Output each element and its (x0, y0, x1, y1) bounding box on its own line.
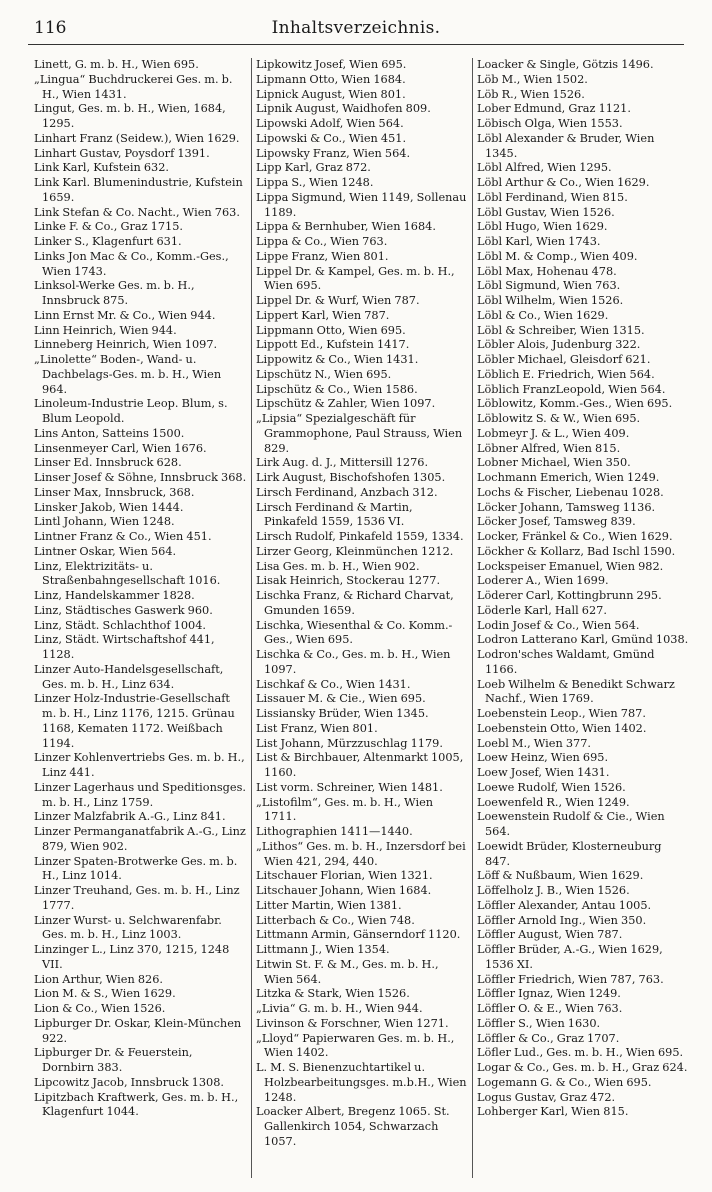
index-entry: List vorm. Schreiner, Wien 1481. (256, 780, 443, 794)
index-entry: Lipowsky Franz, Wien 564. (256, 146, 411, 160)
index-entry: Lischka Franz, & Richard Charvat, Gmunden 1659. (256, 589, 454, 617)
index-entry: Loewenfeld R., Wien 1249. (477, 795, 630, 809)
index-entry: Lippel Dr. & Kampel, Ges. m. b. H., Wien 695. (256, 264, 455, 293)
index-column-3 (472, 58, 693, 1178)
index-entry: Löffler O. & E., Wien 763. (477, 1002, 623, 1015)
index-entry: Löbl & Co., Wien 1629. (477, 308, 609, 322)
index-entry: Linn Heinrich, Wien 944. (34, 323, 177, 337)
index-entry: Linser Max, Innsbruck, 368. (34, 485, 195, 499)
index-entry: Löblich E. Friedrich, Wien 564. (477, 367, 655, 381)
index-entry: Lodin Josef & Co., Wien 564. (477, 618, 640, 632)
index-entry: Lipnick August, Wien 801. (256, 87, 406, 101)
index-entry: Lockspeiser Emanuel, Wien 982. (477, 559, 664, 573)
index-entry: Linz, Städt. Wirtschaftshof 441, 1128. (34, 633, 215, 661)
index-entry: Löffler Alexander, Antau 1005. (477, 898, 652, 912)
index-entry: Lodron Latterano Karl, Gmünd 1038. (477, 633, 689, 647)
index-entry: Livinson & Forschner, Wien 1271. (256, 1016, 449, 1030)
index-entry: „Livia“ G. m. b. H., Wien 944. (256, 1002, 423, 1015)
index-entry: Linser Josef & Söhne, Innsbruck 368. (34, 471, 247, 484)
index-entry: Löffler Friedrich, Wien 787, 763. (477, 972, 664, 986)
index-entry: Linzer Malzfabrik A.-G., Linz 841. (34, 810, 226, 824)
index-entry: Löffler S., Wien 1630. (477, 1016, 601, 1030)
index-entry: Lipmann Otto, Wien 1684. (256, 72, 406, 86)
index-entry: Lirsch Rudolf, Pinkafeld 1559, 1334. (256, 530, 464, 543)
index-entry: Linzer Lagerhaus und Speditionsges. m. b. H., Linz 1759. (34, 780, 246, 809)
index-entry: Lippott Ed., Kufstein 1417. (256, 338, 410, 352)
index-entry: Lipburger Dr. Oskar, Klein-München 922. (34, 1016, 242, 1045)
index-entry: Link Karl, Kufstein 632. (34, 161, 170, 175)
index-entry: Littmann Armin, Gänserndorf 1120. (256, 928, 461, 942)
index-entry: Löblowitz, Komm.-Ges., Wien 695. (477, 397, 673, 411)
index-entry: Löcker Johann, Tamsweg 1136. (477, 500, 656, 514)
index-entry: Loacker Albert, Bregenz 1065. St. Gallenkirch 1054, Schwarzach 1057. (256, 1105, 450, 1148)
index-entry: Lintner Franz & Co., Wien 451. (34, 530, 212, 543)
header-rule (28, 44, 684, 45)
index-entry: Lirk August, Bischofshofen 1305. (256, 471, 446, 484)
index-entry: Loebenstein Leop., Wien 787. (477, 707, 646, 720)
index-entry: Lipnik August, Waidhofen 809. (256, 102, 431, 116)
index-entry: Löb M., Wien 1502. (477, 72, 588, 86)
index-entry: Löbl Alexander & Bruder, Wien 1345. (477, 131, 655, 160)
index-entry: Lippel Dr. & Wurf, Wien 787. (256, 294, 420, 307)
index-entry: Lippowitz & Co., Wien 1431. (256, 353, 419, 366)
index-entry: Linett, G. m. b. H., Wien 695. (34, 58, 199, 71)
index-entry: Lischkaf & Co., Wien 1431. (256, 677, 411, 691)
index-entry: Lipowski Adolf, Wien 564. (256, 117, 404, 130)
index-entry: Löbisch Olga, Wien 1553. (477, 117, 623, 130)
index-entry: Logemann G. & Co., Wien 695. (477, 1075, 652, 1089)
index-entry: Loew Heinz, Wien 695. (477, 751, 609, 765)
index-entry: Lischka & Co., Ges. m. b. H., Wien 1097. (256, 648, 451, 676)
index-entry: Löcker Josef, Tamsweg 839. (477, 515, 636, 529)
index-entry: Löff & Nußbaum, Wien 1629. (477, 869, 644, 883)
index-entry: Loacker & Single, Götzis 1496. (477, 58, 654, 71)
index-columns (30, 58, 700, 1178)
index-entry: Linz, Städtisches Gaswerk 960. (34, 603, 213, 617)
index-entry: Lirsch Ferdinand, Anzbach 312. (256, 485, 438, 499)
index-entry: Lion Arthur, Wien 826. (34, 972, 164, 986)
index-entry: Linke F. & Co., Graz 1715. (34, 220, 183, 234)
index-entry: Löderer Carl, Kottingbrunn 295. (477, 589, 662, 602)
index-entry: Lisak Heinrich, Stockerau 1277. (256, 574, 441, 588)
index-entry: Löffler Ignaz, Wien 1249. (477, 987, 621, 1001)
index-entry: Littmann J., Wien 1354. (256, 943, 390, 956)
index-entry: Links Jon Mac & Co., Komm.-Ges., Wien 1743. (34, 249, 229, 278)
index-entry: Lintl Johann, Wien 1248. (34, 515, 175, 529)
index-entry: Linser Ed. Innsbruck 628. (34, 456, 182, 470)
index-entry: Lingut, Ges. m. b. H., Wien, 1684, 1295. (34, 102, 226, 130)
index-entry: Linzer Permanganatfabrik A.-G., Linz 879, Wien 902. (34, 825, 246, 853)
index-entry: Linhart Gustav, Poysdorf 1391. (34, 146, 210, 160)
index-entry: Lippmann Otto, Wien 695. (256, 323, 406, 337)
index-entry: Loebenstein Otto, Wien 1402. (477, 721, 647, 735)
index-entry: Linzer Treuhand, Ges. m. b. H., Linz 1777. (34, 884, 240, 912)
index-entry: Löderle Karl, Hall 627. (477, 603, 607, 617)
index-entry: Lipp Karl, Graz 872. (256, 161, 371, 175)
index-entry: Linoleum-Industrie Leop. Blum, s. Blum Leopold. (34, 397, 228, 425)
index-entry: Löbl Wilhelm, Wien 1526. (477, 294, 624, 307)
index-entry: „Lloyd“ Papierwaren Ges. m. b. H., Wien 1402. (256, 1031, 455, 1060)
page-title: Inhaltsverzeichnis. (271, 18, 441, 38)
index-entry: Lipschütz & Co., Wien 1586. (256, 382, 418, 396)
index-entry: Loeb Wilhelm & Benedikt Schwarz Nachf., Wien 1769. (477, 677, 675, 706)
index-entry: Lischka, Wiesenthal & Co. Komm.-Ges., Wien 695. (256, 618, 453, 647)
index-entry: Linker S., Klagenfurt 631. (34, 235, 182, 248)
index-entry: Linsenmeyer Carl, Wien 1676. (34, 441, 207, 455)
index-entry: Löfler Lud., Ges. m. b. H., Wien 695. (477, 1046, 684, 1060)
index-entry: Litschauer Florian, Wien 1321. (256, 869, 433, 883)
index-entry: „Lipsia“ Spezialgeschäft für Grammophone, Paul Strauss, Wien 829. (256, 412, 463, 455)
index-entry: Lippe Franz, Wien 801. (256, 249, 389, 263)
index-entry: Linksol-Werke Ges. m. b. H., Innsbruck 875. (34, 279, 195, 307)
index-entry: Link Karl. Blumenindustrie, Kufstein 1659. (34, 176, 243, 204)
index-entry: „Linolette“ Boden-, Wand- u. Dachbelags-Ges. m. b. H., Wien 964. (34, 353, 222, 396)
index-entry: Lippa & Co., Wien 763. (256, 235, 388, 248)
index-entry: Lipkowitz Josef, Wien 695. (256, 58, 407, 71)
index-entry: Linzer Wurst- u. Selchwarenfabr. Ges. m. b. H., Linz 1003. (34, 913, 222, 942)
index-entry: Lobmeyr J. & L., Wien 409. (477, 426, 630, 440)
index-entry: Löbl M. & Comp., Wien 409. (477, 249, 638, 263)
index-entry: Lochs & Fischer, Liebenau 1028. (477, 485, 664, 499)
index-entry: Löbl Hugo, Wien 1629. (477, 220, 608, 234)
index-entry: Löbl Max, Hohenau 478. (477, 264, 617, 278)
index-entry: Lipschütz N., Wien 695. (256, 367, 392, 381)
index-entry: Linz, Handelskammer 1828. (34, 589, 195, 602)
index-entry: Lipitzbach Kraftwerk, Ges. m. b. H., Klagenfurt 1044. (34, 1090, 239, 1119)
index-entry: Lirsch Ferdinand & Martin, Pinkafeld 1559, 1536 VI. (256, 500, 413, 529)
index-entry: Loewenstein Rudolf & Cie., Wien 564. (477, 810, 665, 838)
index-entry: Linzer Holz-Industrie-Gesellschaft m. b. H., Linz 1176, 1215. Grünau 1168, Kematen 1172. Weißbach 1194. (34, 692, 235, 750)
index-entry: Löbner Alfred, Wien 815. (477, 441, 621, 455)
index-column-2 (251, 58, 472, 1178)
index-entry: Lipowski & Co., Wien 451. (256, 131, 407, 145)
index-entry: Lissauer M. & Cie., Wien 695. (256, 692, 426, 706)
index-entry: Lins Anton, Satteins 1500. (34, 426, 185, 440)
index-entry: Litter Martin, Wien 1381. (256, 898, 402, 912)
index-entry: Lippa S., Wien 1248. (256, 176, 374, 189)
index-entry: Lober Edmund, Graz 1121. (477, 102, 631, 116)
index-entry: Linz, Elektrizitäts- u. Straßenbahngesellschaft 1016. (34, 559, 221, 588)
index-entry: Lisa Ges. m. b. H., Wien 902. (256, 559, 420, 573)
page-number: 116 (34, 18, 67, 38)
index-entry: Löbler Michael, Gleisdorf 621. (477, 353, 651, 366)
index-entry: Litzka & Stark, Wien 1526. (256, 987, 410, 1001)
index-entry: Loewe Rudolf, Wien 1526. (477, 780, 626, 794)
index-entry: „Listofilm“, Ges. m. b. H., Wien 1711. (256, 795, 434, 824)
index-entry: Lochmann Emerich, Wien 1249. (477, 471, 660, 484)
index-entry: Loderer A., Wien 1699. (477, 574, 609, 588)
index-entry: Linzer Auto-Handelsgesellschaft, Ges. m. b. H., Linz 634. (34, 662, 224, 691)
index-entry: Locker, Fränkel & Co., Wien 1629. (477, 530, 673, 543)
index-entry: Löb R., Wien 1526. (477, 87, 585, 101)
index-entry: Löblowitz S. & W., Wien 695. (477, 412, 641, 425)
index-entry: Linzinger L., Linz 370, 1215, 1248 VII. (34, 943, 230, 971)
index-entry: Litschauer Johann, Wien 1684. (256, 884, 432, 897)
index-entry: Löffelholz J. B., Wien 1526. (477, 884, 630, 897)
index-entry: Löckher & Kollarz, Bad Ischl 1590. (477, 544, 676, 558)
index-entry: Lippa & Bernhuber, Wien 1684. (256, 220, 436, 234)
index-entry: Lithographien 1411—1440. (256, 825, 413, 838)
index-entry: Löbl & Schreiber, Wien 1315. (477, 323, 645, 337)
index-column-1 (30, 58, 251, 1178)
index-entry: Lipschütz & Zahler, Wien 1097. (256, 397, 436, 411)
page-header (28, 14, 684, 42)
index-entry: Löffler August, Wien 787. (477, 928, 623, 942)
index-entry: Lissiansky Brüder, Wien 1345. (256, 707, 429, 720)
index-entry: Linneberg Heinrich, Wien 1097. (34, 338, 218, 352)
index-entry: Lippert Karl, Wien 787. (256, 308, 390, 322)
index-entry: Link Stefan & Co. Nacht., Wien 763. (34, 205, 240, 219)
index-entry: Loew Josef, Wien 1431. (477, 766, 610, 779)
index-entry: Löbl Arthur & Co., Wien 1629. (477, 176, 650, 189)
index-entry: List Franz, Wien 801. (256, 721, 378, 735)
index-entry: Löffler Arnold Ing., Wien 350. (477, 913, 647, 927)
index-entry: Loebl M., Wien 377. (477, 736, 591, 750)
index-entry: List Johann, Mürzzuschlag 1179. (256, 736, 443, 750)
index-entry: Lippa Sigmund, Wien 1149, Sollenau 1189. (256, 190, 467, 219)
index-entry: Logar & Co., Ges. m. b. H., Graz 624. (477, 1061, 688, 1074)
index-entry: Löbl Sigmund, Wien 763. (477, 279, 621, 293)
index-entry: Linsker Jakob, Wien 1444. (34, 500, 184, 514)
index-entry: List & Birchbauer, Altenmarkt 1005, 1160. (256, 751, 464, 779)
index-entry: Linz, Städt. Schlachthof 1004. (34, 618, 207, 632)
index-entry: Linzer Kohlenvertriebs Ges. m. b. H., Linz 441. (34, 751, 245, 779)
index-entry: Löffler Brüder, A.-G., Wien 1629, 1536 XI. (477, 943, 663, 971)
index-entry: Loewidt Brüder, Klosterneuburg 847. (477, 839, 662, 868)
index-entry: Lodron'sches Waldamt, Gmünd 1166. (477, 648, 655, 676)
index-entry: Löbl Karl, Wien 1743. (477, 235, 601, 248)
index-entry: Lipcowitz Jacob, Innsbruck 1308. (34, 1075, 224, 1089)
index-entry: L. M. S. Bienenzuchtartikel u. Holzbearbeitungsges. m.b.H., Wien 1248. (256, 1061, 467, 1104)
index-entry: Litterbach & Co., Wien 748. (256, 913, 415, 927)
index-entry: Löffler & Co., Graz 1707. (477, 1031, 620, 1045)
index-entry: „Lithos“ Ges. m. b. H., Inzersdorf bei Wien 421, 294, 440. (256, 839, 466, 868)
index-entry: Löbl Gustav, Wien 1526. (477, 205, 615, 219)
index-entry: Logus Gustav, Graz 472. (477, 1090, 616, 1104)
index-entry: Lion M. & S., Wien 1629. (34, 987, 176, 1001)
index-entry: Lion & Co., Wien 1526. (34, 1002, 166, 1015)
index-entry: Lintner Oskar, Wien 564. (34, 544, 177, 558)
index-entry: Litwin St. F. & M., Ges. m. b. H., Wien 564. (256, 957, 439, 986)
index-entry: Löbler Alois, Judenburg 322. (477, 338, 641, 352)
index-entry: Linzer Spaten-Brotwerke Ges. m. b. H., Linz 1014. (34, 854, 238, 883)
index-entry: Lipburger Dr. & Feuerstein, Dornbirn 383. (34, 1046, 193, 1074)
index-entry: „Lingua“ Buchdruckerei Ges. m. b. H., Wien 1431. (34, 72, 233, 101)
index-entry: Linhart Franz (Seidew.), Wien 1629. (34, 131, 240, 145)
index-entry: Lirk Aug. d. J., Mittersill 1276. (256, 456, 429, 470)
index-entry: Lobner Michael, Wien 350. (477, 456, 631, 470)
index-entry: Lohberger Karl, Wien 815. (477, 1105, 629, 1119)
index-entry: Löblich FranzLeopold, Wien 564. (477, 382, 666, 396)
index-entry: Löbl Ferdinand, Wien 815. (477, 190, 628, 204)
index-entry: Löbl Alfred, Wien 1295. (477, 161, 612, 175)
index-entry: Lirzer Georg, Kleinmünchen 1212. (256, 544, 454, 558)
index-entry: Linn Ernst Mr. & Co., Wien 944. (34, 308, 216, 322)
